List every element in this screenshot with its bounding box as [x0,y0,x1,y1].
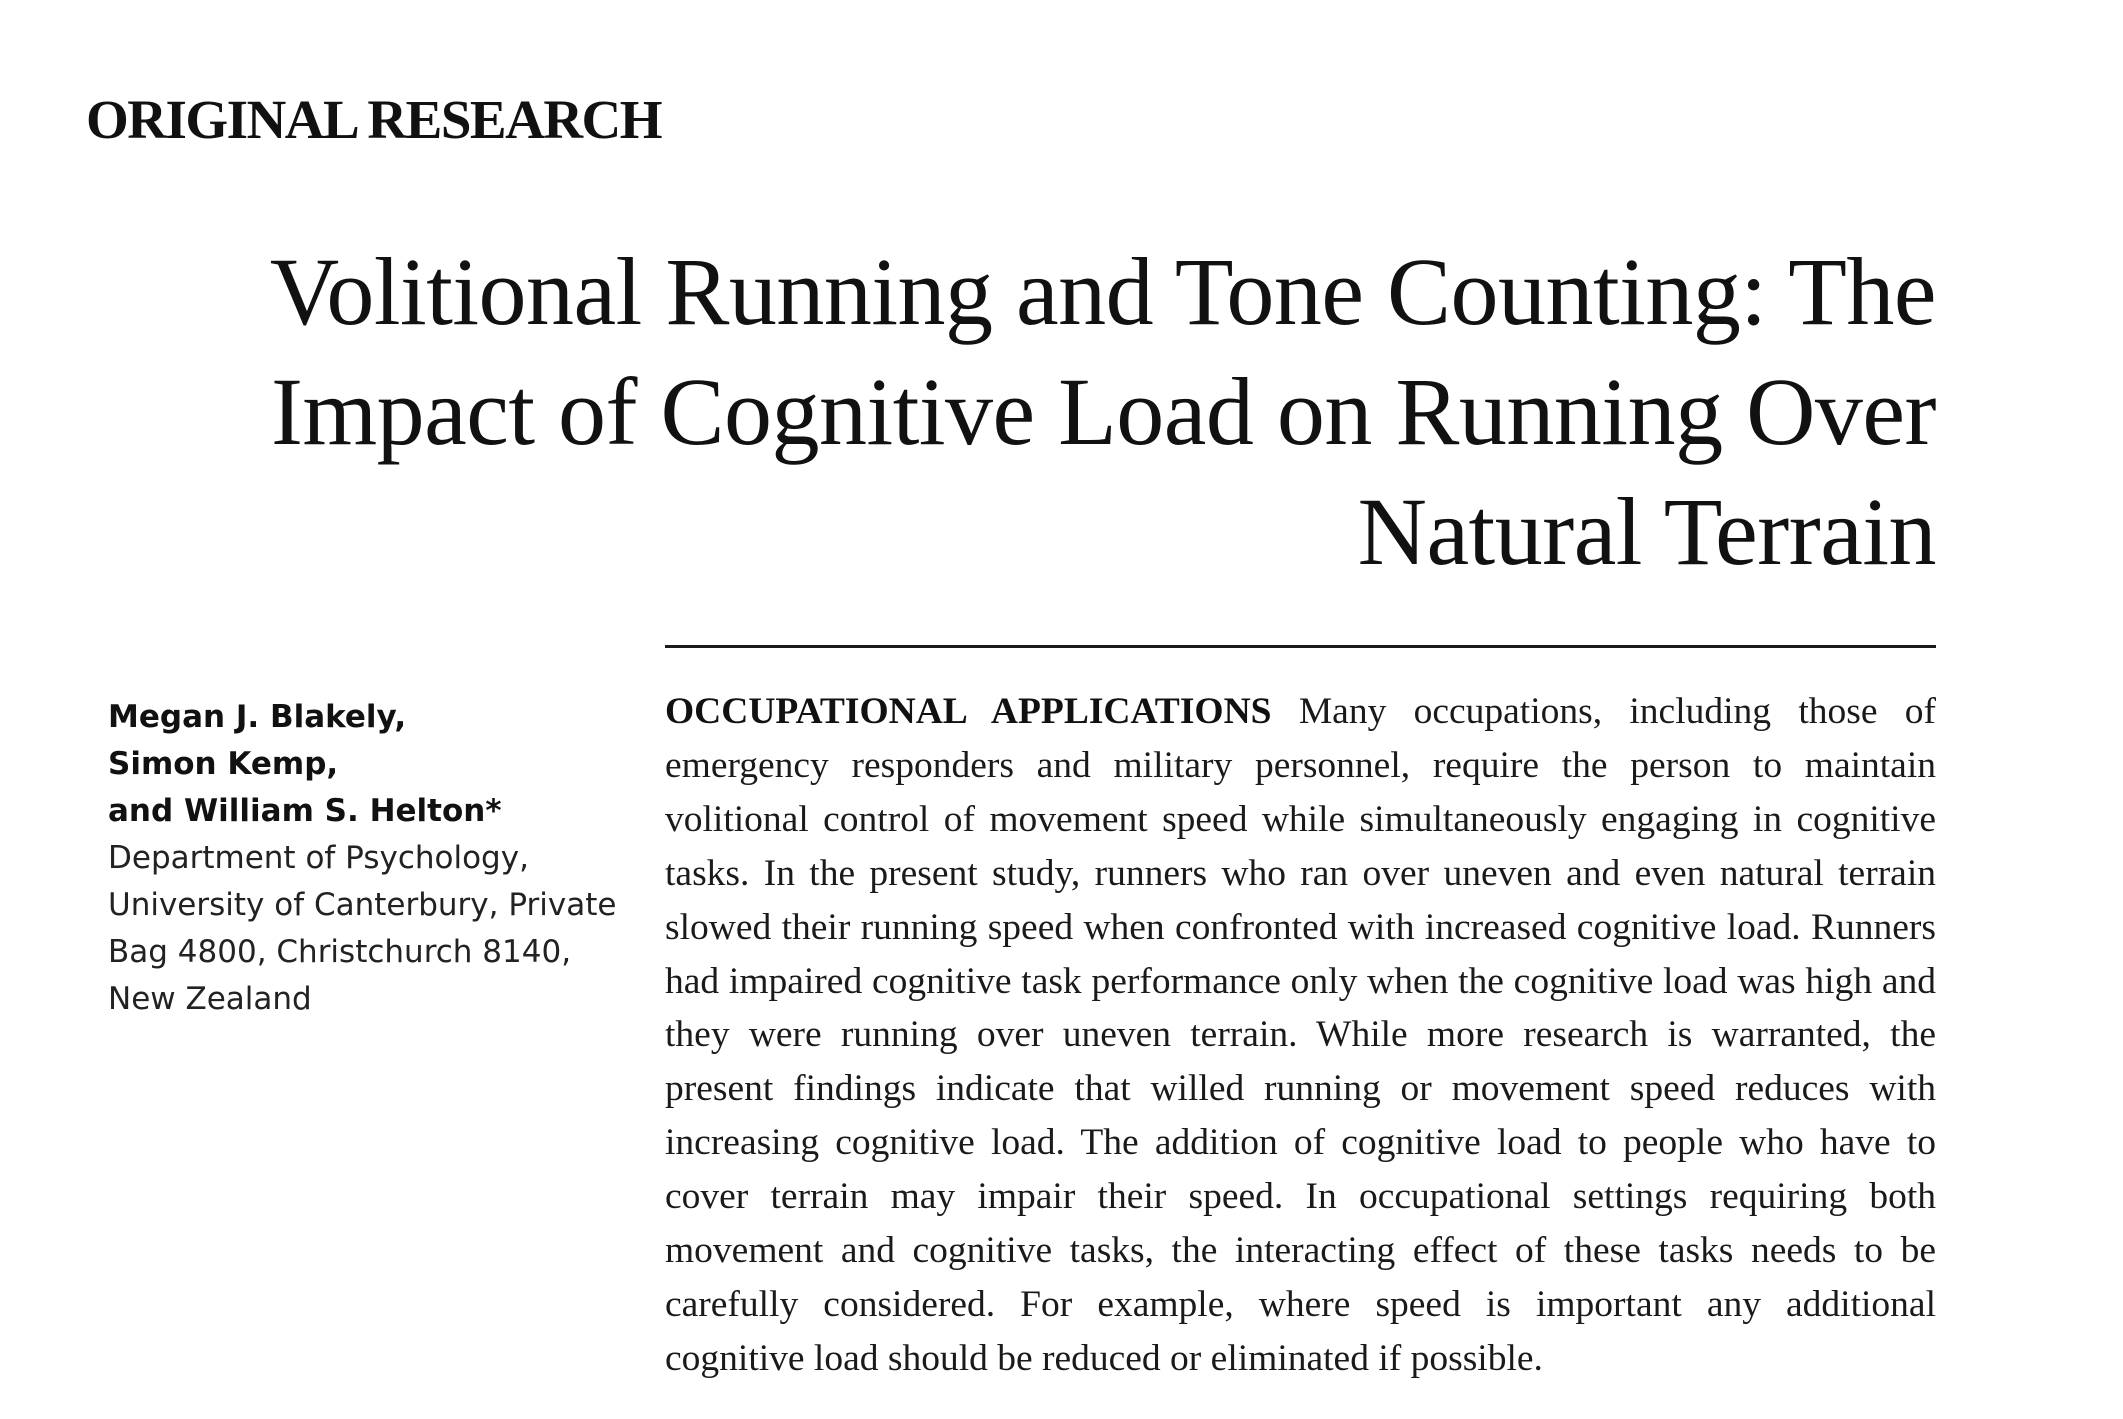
title-line: Impact of Cognitive Load on Running Over [270,358,1936,465]
section-label: ORIGINAL RESEARCH [86,89,662,150]
affiliation-line: New Zealand [108,981,312,1017]
abstract-heading: OCCUPATIONAL APPLICATIONS [665,691,1272,732]
article-title [86,232,1936,592]
affiliation-line: Bag 4800, Christchurch 8140, [108,934,572,970]
title-line: Volitional Running and Tone Counting: The [269,238,1936,345]
author-name: Simon Kemp, [108,746,339,782]
abstract-text: Many occupations, including those of emergency responders and military personnel, require the person to maintain volitional control of movement speed while simultaneously engaging in cognitive tasks. In the present study, runners who ran over uneven and even natural terrain slowed their running speed when confronted with increased cognitive load. Runners had impaired cognitive task performance only when the cognitive load was high and they were running over uneven terrain. While more research is warranted, the present findings indicate that willed running or movement speed reduces with increasing cognitive load. The addition of cognitive load to people who have to cover terrain may impair their speed. In occupational settings requiring both movement and cognitive tasks, the interacting effect of these tasks needs to be carefully considered. For example, where speed is important any additional cognitive load should be reduced or eliminated if possible. [665,691,1936,1379]
author-name: and William S. Helton* [108,793,502,829]
title-line: Natural Terrain [1357,478,1936,585]
occupational-applications-abstract [665,685,1936,1386]
author-name: Megan J. Blakely, [108,699,407,735]
affiliation-line: University of Canterbury, Private [108,887,617,923]
horizontal-rule [665,645,1936,648]
author-block [108,694,628,1023]
affiliation-line: Department of Psychology, [108,840,529,876]
